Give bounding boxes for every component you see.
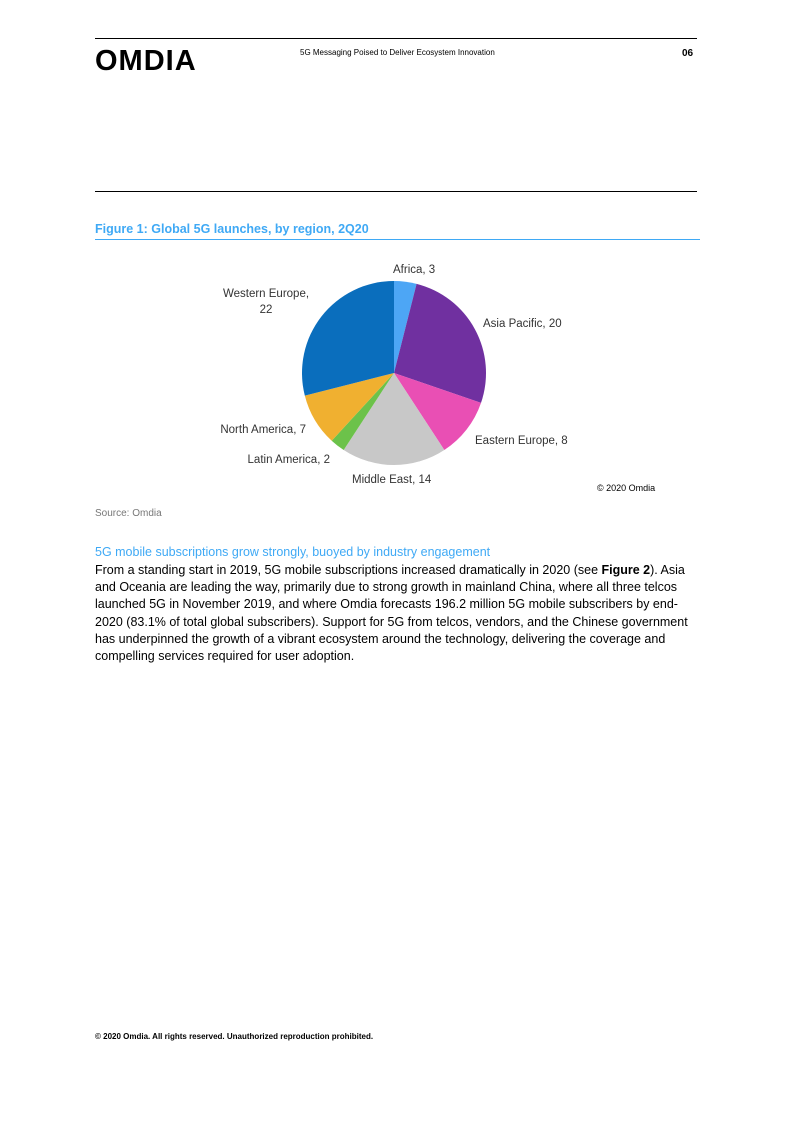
header-top-rule	[95, 38, 697, 39]
header-title: 5G Messaging Poised to Deliver Ecosystem Innovation	[300, 48, 495, 57]
pie-label-africa: Africa, 3	[393, 264, 436, 276]
header-bottom-rule	[95, 191, 697, 192]
page-number: 06	[682, 48, 694, 59]
pie-label-western-europe: Western Europe,	[222, 288, 310, 300]
figure-2-reference: Figure 2	[601, 563, 651, 577]
figure-title-rule	[95, 239, 700, 240]
pie-label-latin-america: Latin America, 2	[247, 454, 330, 466]
chart-copyright: © 2020 Omdia	[597, 483, 656, 493]
pie-slices	[302, 281, 486, 465]
pie-label-middle-east: Middle East, 14	[352, 474, 432, 486]
paragraph-text-end: ). Asia and Oceania are leading the way, primarily due to strong growth in mainland China, where all three telcos launched 5G in November 2019, and where Omdia forecasts 196.2 million 5G mobile subscribers by end-2020 (83.1% of total global subscribers). Support for 5G from telcos, vendors, and the Chinese government has underpinned the growth of a vibrant ecosystem around the technology, delivering the coverage and compelling services required for user adoption.	[95, 563, 688, 664]
omdia-logo	[95, 45, 205, 73]
body-paragraph	[95, 562, 700, 665]
pie-label-eastern-europe: Eastern Europe, 8	[475, 435, 568, 447]
paragraph-text-start: From a standing start in 2019, 5G mobile subscriptions increased dramatically in 2020 (see	[95, 563, 602, 577]
logo-text: OMDIA	[95, 45, 197, 73]
pie-label-asia-pacific: Asia Pacific, 20	[483, 318, 562, 330]
pie-chart	[200, 255, 680, 500]
pie-label-north-america: North America, 7	[220, 424, 306, 436]
section-heading: 5G mobile subscriptions grow strongly, buoyed by industry engagement	[95, 545, 491, 559]
pie-label-western-europe-value: 22	[259, 304, 273, 316]
figure-source: Source: Omdia	[95, 508, 162, 519]
figure-title: Figure 1: Global 5G launches, by region, 2Q20	[95, 222, 369, 236]
footer-copyright: © 2020 Omdia. All rights reserved. Unauthorized reproduction prohibited.	[95, 1032, 374, 1041]
